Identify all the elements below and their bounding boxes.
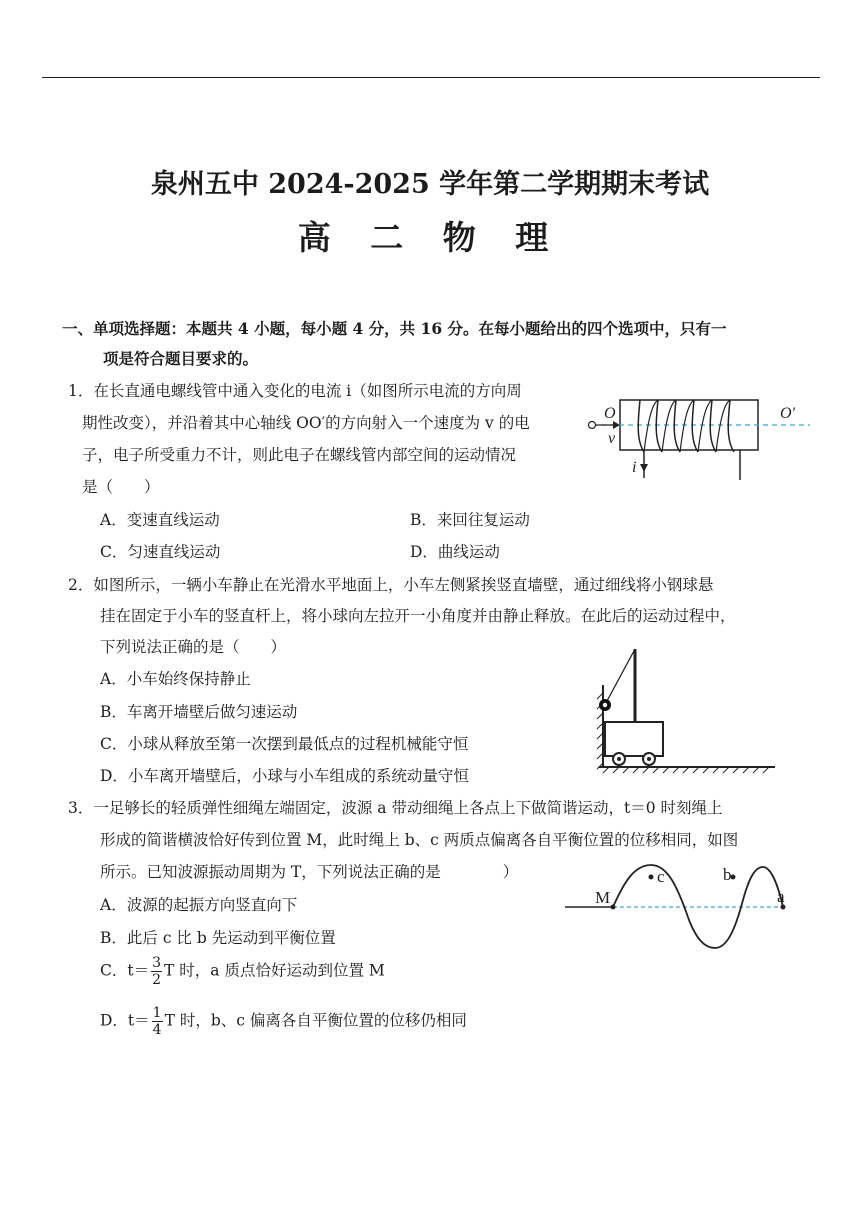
top-rule	[42, 77, 820, 78]
label-b: b	[723, 865, 732, 884]
wave-figure	[565, 860, 795, 955]
q3-option-a: A．波源的起振方向竖直向下	[100, 896, 298, 914]
solenoid-figure	[580, 390, 810, 490]
q2-option-d: D．小车离开墙壁后，小球与小车组成的系统动量守恒	[100, 767, 469, 785]
q1-stem-line3: 子，电子所受重力不计，则此电子在螺线管内部空间的运动情况	[82, 446, 517, 464]
label-m: M	[595, 888, 611, 907]
q2-stem-line3: 下列说法正确的是（ ）	[100, 638, 287, 656]
section-heading-line2: 项是符合题目要求的。	[103, 349, 259, 368]
section-heading-line1: 一、单项选择题：本题共 4 小题，每小题 4 分，共 16 分。在每小题给出的四个选项中，只有一	[62, 319, 727, 338]
q3-option-d-fraction	[152, 1006, 163, 1037]
q3-option-c	[100, 956, 385, 987]
label-c: c	[657, 867, 665, 886]
q3-stem-line3: 所示。已知波源振动周期为 T，下列说法正确的是 ）	[100, 863, 519, 881]
label-o: O	[604, 405, 616, 422]
label-o-prime: O′	[780, 405, 796, 422]
q1-stem-line1: 1．在长直通电螺线管中通入变化的电流 i（如图所示电流的方向周	[68, 382, 522, 400]
q3-option-b: B．此后 c 比 b 先运动到平衡位置	[100, 929, 336, 947]
subject-title: 高 二 物 理	[297, 218, 563, 257]
q2-option-b: B．车离开墙壁后做匀速运动	[100, 703, 298, 721]
label-i: i	[632, 459, 637, 476]
q1-stem-line4: 是（ ）	[82, 478, 160, 496]
q1-option-b: B．来回往复运动	[410, 511, 530, 529]
q3-option-c-denominator: 2	[152, 972, 162, 988]
q3-option-d-numerator: 1	[152, 1005, 162, 1021]
q2-option-c: C．小球从释放至第一次摆到最低点的过程机械能守恒	[100, 735, 469, 753]
q2-stem-line2: 挂在固定于小车的竖直杆上，将小球向左拉开一小角度并由静止释放。在此后的运动过程中，	[100, 607, 736, 625]
q3-stem-line2: 形成的简谐横波恰好传到位置 M，此时绳上 b、c 两质点偏离各自平衡位置的位移相同，如图	[100, 831, 739, 849]
q3-option-c-numerator: 3	[152, 955, 162, 971]
q1-option-d: D．曲线运动	[410, 543, 500, 561]
q2-stem-line1: 2．如图所示，一辆小车静止在光滑水平地面上，小车左侧紧挨竖直墙壁，通过细线将小钢球悬	[68, 576, 714, 594]
q3-option-d-denominator: 4	[152, 1022, 162, 1038]
q3-option-c-fraction	[151, 956, 162, 987]
q1-option-a: A．变速直线运动	[100, 511, 220, 529]
q3-option-c-prefix: C．t＝	[100, 961, 150, 980]
q3-option-c-suffix: T 时，a 质点恰好运动到位置 M	[164, 961, 385, 980]
q1-stem-line2: 期性改变），并沿着其中心轴线 OO′的方向射入一个速度为 v 的电	[82, 414, 530, 432]
q3-option-d-suffix: T 时，b、c 偏离各自平衡位置的位移仍相同	[164, 1011, 467, 1030]
q3-stem-line1: 3．一足够长的轻质弹性细绳左端固定，波源 a 带动细绳上各点上下做简谐运动，t＝0 时刻绳上	[68, 799, 723, 817]
q1-option-c: C．匀速直线运动	[100, 543, 221, 561]
cart-pendulum-figure	[595, 645, 780, 775]
q2-option-a: A．小车始终保持静止	[100, 670, 251, 688]
label-a: a	[777, 887, 785, 906]
label-v: v	[608, 430, 616, 447]
q3-option-d-prefix: D．t＝	[100, 1011, 150, 1030]
q3-option-d	[100, 1006, 467, 1037]
exam-title: 泉州五中 2024-2025 学年第二学期期末考试	[150, 169, 710, 200]
